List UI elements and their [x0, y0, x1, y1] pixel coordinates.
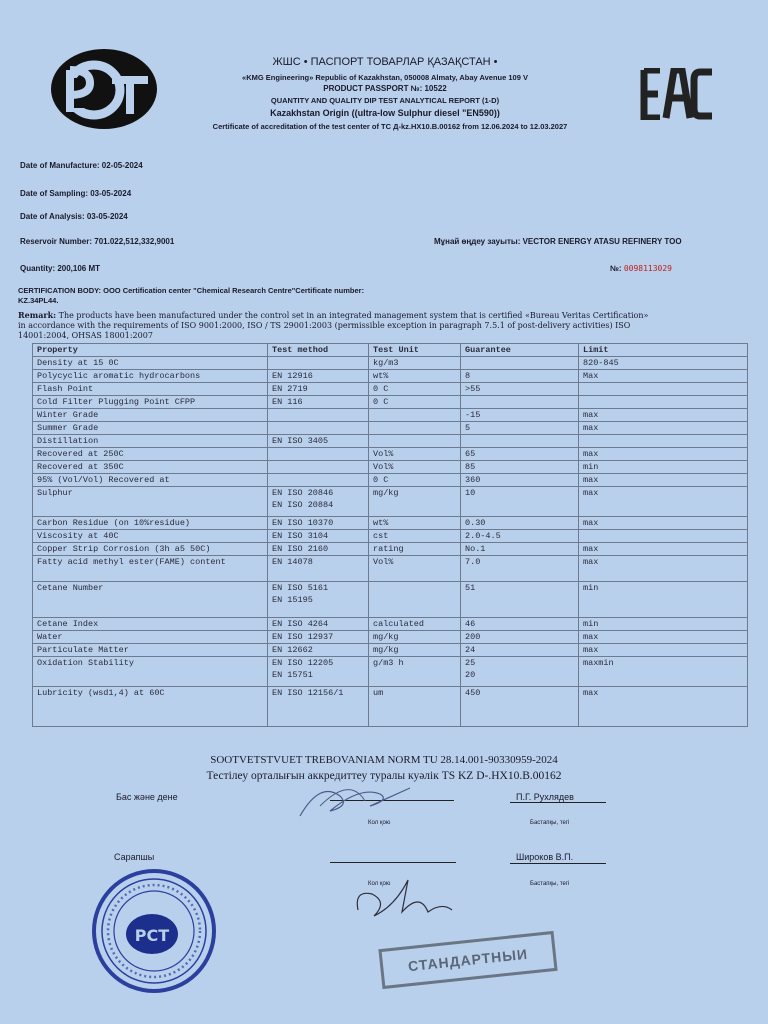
table-row [33, 474, 748, 487]
method-line: EN 15751 [272, 670, 313, 680]
property-cell: Recovered at 250C [33, 448, 268, 461]
guarantee-line: 46 [465, 619, 476, 629]
report-title: QUANTITY AND QUALITY DIP TEST ANALYTICAL REPORT (1-D) [270, 96, 500, 105]
unit-cell: wt% [369, 370, 461, 383]
table-row [33, 383, 748, 396]
unit-cell [369, 409, 461, 422]
guarantee-cell [461, 396, 579, 409]
date-sampling: Date of Sampling: 03-05-2024 [20, 189, 132, 198]
limit-cell: max [579, 644, 748, 657]
guarantee-line: 360 [465, 475, 481, 485]
method-line: EN 12916 [272, 371, 313, 381]
guarantee-cell [461, 409, 579, 422]
guarantee-cell [461, 422, 579, 435]
certificate-number-value: 0098113029 [623, 264, 672, 273]
method-line: EN ISO 20846 [272, 488, 334, 498]
table-row [33, 517, 748, 530]
method-line: EN 2719 [272, 384, 308, 394]
method-line: EN ISO 12937 [272, 632, 334, 642]
method-cell [268, 461, 369, 474]
method-cell [268, 644, 369, 657]
accreditation-line: Certificate of accreditation of the test center of TC Д-kz.HX10.B.00162 from 12.06.2024 to 12.03.2027 [212, 122, 568, 131]
signer1-name: П.Г. Рухлядев [516, 792, 574, 802]
guarantee-cell [461, 543, 579, 556]
method-line: EN ISO 12156/1 [272, 688, 344, 698]
header-line-1: ЖШС • ПАСПОРТ ТОВАРЛАР ҚАЗАҚСТАН • [272, 56, 498, 68]
product-name: Kazakhstan Origin ((ultra-low Sulphur diesel "EN590)) [270, 108, 500, 118]
guarantee-line: 25 [465, 658, 476, 668]
method-cell [268, 543, 369, 556]
table-row [33, 556, 748, 582]
table-row [33, 530, 748, 543]
method-cell [268, 435, 369, 448]
limit-cell: min [579, 618, 748, 631]
guarantee-line: 2.0-4.5 [465, 531, 501, 541]
table-row [33, 687, 748, 727]
reservoir-number: Reservoir Number: 701.022,512,332,9001 [20, 237, 175, 246]
guarantee-line: 5 [465, 423, 471, 433]
method-cell [268, 357, 369, 370]
property-cell: Carbon Residue (on 10%residue) [33, 517, 268, 530]
property-cell: Polycyclic aromatic hydrocarbons [33, 370, 268, 383]
signer2-sig-caption: Кол қою [368, 881, 391, 887]
method-cell [268, 409, 369, 422]
table-row [33, 487, 748, 517]
method-line: EN ISO 10370 [272, 518, 334, 528]
property-cell: Particulate Matter [33, 644, 268, 657]
guarantee-cell [461, 644, 579, 657]
guarantee-cell [461, 631, 579, 644]
method-cell [268, 474, 369, 487]
remark-label: Remark: [18, 310, 57, 320]
limit-cell: max [579, 543, 748, 556]
guarantee-cell [461, 530, 579, 543]
refinery-name: Мұнай өңдеу зауыты: VECTOR ENERGY ATASU REFINERY TOO [434, 237, 682, 246]
method-line: EN ISO 20884 [272, 500, 334, 510]
property-cell: Cetane Number [33, 582, 268, 618]
limit-cell: max [579, 687, 748, 727]
standard-stamp: СТАНДАРТНЫИ [378, 931, 557, 989]
table-row [33, 409, 748, 422]
date-analysis: Date of Analysis: 03-05-2024 [20, 212, 128, 221]
unit-cell [369, 422, 461, 435]
method-cell [268, 448, 369, 461]
certificate-number [610, 264, 672, 273]
method-cell [268, 657, 369, 687]
guarantee-line: 51 [465, 583, 476, 593]
guarantee-line: 7.0 [465, 557, 481, 567]
method-cell [268, 370, 369, 383]
guarantee-line: 65 [465, 449, 476, 459]
certification-number: KZ.34PL44. [18, 296, 59, 305]
limit-cell: max [579, 631, 748, 644]
signer2-name-caption: Бастапқы, тегі [530, 881, 570, 887]
table-row [33, 631, 748, 644]
limit-cell [579, 435, 748, 448]
method-cell [268, 396, 369, 409]
remark [18, 310, 658, 341]
signer2-name: Широков В.П. [516, 852, 574, 862]
property-cell: Density at 15 0C [33, 357, 268, 370]
method-line: EN ISO 4264 [272, 619, 329, 629]
property-cell: Winter Grade [33, 409, 268, 422]
limit-cell [579, 396, 748, 409]
signer1-role: Бас және дене [116, 792, 178, 802]
property-cell: Lubricity (wsd1,4) at 60C [33, 687, 268, 727]
limit-cell: max [579, 474, 748, 487]
method-line: EN 15195 [272, 595, 313, 605]
guarantee-cell [461, 461, 579, 474]
guarantee-line: >55 [465, 384, 481, 394]
method-cell [268, 687, 369, 727]
product-passport: PRODUCT PASSPORT №: 10522 [323, 84, 447, 93]
signature-1 [290, 776, 420, 826]
guarantee-cell [461, 657, 579, 687]
property-cell: Cold Filter Plugging Point CFPP [33, 396, 268, 409]
certification-body-text: CERTIFICATION BODY: OOO Certification center "Chemical Research Centre"Certificate number: [18, 286, 365, 295]
guarantee-cell [461, 435, 579, 448]
unit-cell: 0 C [369, 396, 461, 409]
guarantee-cell [461, 370, 579, 383]
guarantee-line: 10 [465, 488, 476, 498]
method-cell [268, 582, 369, 618]
method-cell [268, 517, 369, 530]
signature-line [330, 862, 456, 863]
table-row [33, 582, 748, 618]
test-results-table [32, 343, 748, 727]
method-line: EN 14078 [272, 557, 313, 567]
property-cell: Summer Grade [33, 422, 268, 435]
table-row [33, 618, 748, 631]
unit-cell: calculated [369, 618, 461, 631]
signer2-role: Сарапшы [114, 852, 155, 862]
guarantee-cell [461, 582, 579, 618]
method-line: EN 116 [272, 397, 303, 407]
limit-cell [579, 530, 748, 543]
limit-cell: max [579, 448, 748, 461]
limit-cell: max [579, 487, 748, 517]
property-cell: Sulphur [33, 487, 268, 517]
signer1-name-caption: Бастапқы, тегі [530, 820, 570, 826]
guarantee-line: 85 [465, 462, 476, 472]
property-cell: 95% (Vol/Vol) Recovered at [33, 474, 268, 487]
unit-cell [369, 582, 461, 618]
method-line: EN ISO 2160 [272, 544, 329, 554]
guarantee-line: 450 [465, 688, 481, 698]
method-cell [268, 487, 369, 517]
property-cell: Cetane Index [33, 618, 268, 631]
property-cell: Flash Point [33, 383, 268, 396]
limit-cell: 820-845 [579, 357, 748, 370]
guarantee-cell [461, 487, 579, 517]
unit-cell: mg/kg [369, 631, 461, 644]
guarantee-line: 200 [465, 632, 481, 642]
property-cell: Recovered at 350C [33, 461, 268, 474]
signature-2 [350, 872, 460, 922]
column-header: Test Unit [369, 344, 461, 357]
round-stamp [90, 866, 218, 996]
unit-cell [369, 435, 461, 448]
guarantee-cell [461, 687, 579, 727]
table-header-row [33, 344, 748, 357]
unit-cell: mg/kg [369, 487, 461, 517]
method-line: EN ISO 12205 [272, 658, 334, 668]
name-line [510, 802, 606, 803]
unit-cell: cst [369, 530, 461, 543]
unit-cell: wt% [369, 517, 461, 530]
header-address: «KMG Engineering» Republic of Kazakhstan, 050008 Almaty, Abay Avenue 109 V [242, 73, 528, 82]
eac-logo [640, 68, 716, 120]
remark-text: The products have been manufactured under the control set in an integrated management system that is certified «Bureau Veritas Certification» in accordance with the requirements of ISO 9001:2000, ISO / TS 29001:2003 (permissible exception in paragraph 7.5.1 of post-delivery activities) ISO 14001:2004, OHSAS 18001:2007 [18, 311, 649, 340]
unit-cell: Vol% [369, 556, 461, 582]
property-cell: Viscosity at 40C [33, 530, 268, 543]
method-cell [268, 618, 369, 631]
guarantee-line: 20 [465, 670, 476, 680]
table-row [33, 657, 748, 687]
method-line: EN ISO 3405 [272, 436, 329, 446]
guarantee-line: -15 [465, 410, 481, 420]
method-cell [268, 530, 369, 543]
limit-cell: Max [579, 370, 748, 383]
round-stamp-logo: PCT [134, 926, 170, 945]
unit-cell: kg/m3 [369, 357, 461, 370]
method-cell [268, 383, 369, 396]
guarantee-line: No.1 [465, 544, 486, 554]
accreditation-statement: Тестілеу орталығын аккредиттеу туралы куәлік TS KZ D-.HX10.B.00162 [206, 770, 562, 782]
conformity-statement: SOOTVETSTVUET TREBOVANIAM NORM TU 28.14.001-90330959-2024 [210, 754, 558, 766]
limit-cell: max [579, 409, 748, 422]
signer1-sig-caption: Кол қою [368, 820, 391, 826]
guarantee-cell [461, 618, 579, 631]
guarantee-cell [461, 474, 579, 487]
limit-cell: max [579, 517, 748, 530]
property-cell: Distillation [33, 435, 268, 448]
property-cell: Water [33, 631, 268, 644]
unit-cell: 0 C [369, 474, 461, 487]
certificate-number-label: №: [610, 264, 622, 273]
table-row [33, 357, 748, 370]
guarantee-line: 8 [465, 371, 471, 381]
quantity: Quantity: 200,106 MT [20, 264, 101, 273]
column-header: Property [33, 344, 268, 357]
limit-cell: maxmin [579, 657, 748, 687]
pct-logo [50, 48, 158, 130]
property-cell: Copper Strip Corrosion (3h a5 50C) [33, 543, 268, 556]
guarantee-cell [461, 357, 579, 370]
unit-cell: g/m3 h [369, 657, 461, 687]
guarantee-cell [461, 448, 579, 461]
column-header: Test method [268, 344, 369, 357]
table-row [33, 644, 748, 657]
limit-cell: min [579, 582, 748, 618]
unit-cell: Vol% [369, 448, 461, 461]
unit-cell: Vol% [369, 461, 461, 474]
method-cell [268, 422, 369, 435]
unit-cell: mg/kg [369, 644, 461, 657]
table-row [33, 461, 748, 474]
property-cell: Fatty acid methyl ester(FAME) content [33, 556, 268, 582]
table-row [33, 543, 748, 556]
property-cell: Oxidation Stability [33, 657, 268, 687]
guarantee-cell [461, 383, 579, 396]
limit-cell: min [579, 461, 748, 474]
unit-cell: um [369, 687, 461, 727]
method-line: EN 12662 [272, 645, 313, 655]
unit-cell: 0 C [369, 383, 461, 396]
unit-cell: rating [369, 543, 461, 556]
method-line: EN ISO 5161 [272, 583, 329, 593]
date-manufacture: Date of Manufacture: 02-05-2024 [20, 161, 143, 170]
limit-cell: max [579, 422, 748, 435]
limit-cell: max [579, 556, 748, 582]
column-header: Guarantee [461, 344, 579, 357]
column-header: Limit [579, 344, 748, 357]
guarantee-cell [461, 556, 579, 582]
guarantee-line: 0.30 [465, 518, 486, 528]
table-row [33, 370, 748, 383]
table-row [33, 422, 748, 435]
method-line: EN ISO 3104 [272, 531, 329, 541]
certification-body [18, 286, 658, 306]
guarantee-line: 24 [465, 645, 476, 655]
guarantee-cell [461, 517, 579, 530]
limit-cell [579, 383, 748, 396]
method-cell [268, 631, 369, 644]
method-cell [268, 556, 369, 582]
table-row [33, 396, 748, 409]
name-line [510, 863, 606, 864]
table-row [33, 435, 748, 448]
table-row [33, 448, 748, 461]
